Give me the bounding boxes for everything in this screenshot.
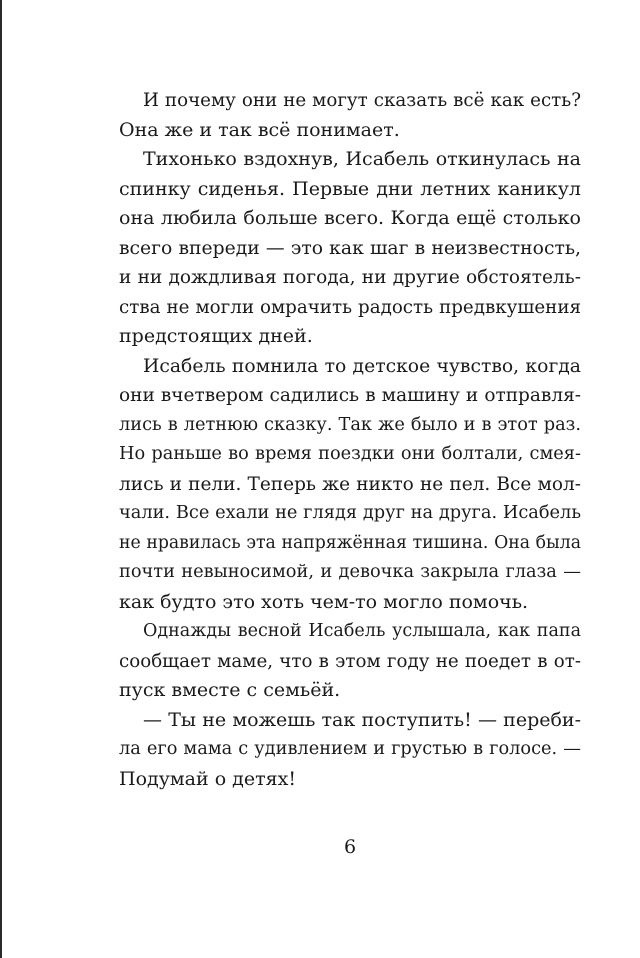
page-left-edge xyxy=(0,0,2,958)
text-line: сообщает маме, что в этом году не поедет в от- xyxy=(119,650,581,672)
text-line: она любила больше всего. Когда ещё столько xyxy=(119,207,581,229)
text-line: Исабель помнила то детское чувство, когда xyxy=(143,355,581,377)
paragraph-2 xyxy=(119,145,581,352)
text-line: И почему они не могут сказать всё как есть? xyxy=(143,90,581,111)
text-line: пуск вместе с семьёй. xyxy=(119,679,341,701)
text-line: всего впереди — это как шаг в неизвестность, xyxy=(119,237,581,259)
text-line: — Ты не можешь так поступить! — переби- xyxy=(143,708,581,731)
text-line: Она же и так всё понимает. xyxy=(119,118,400,141)
text-line: Тихонько вздохнув, Исабель откинулась на xyxy=(143,148,581,170)
text-line: Однажды весной Исабель услышала, как папа xyxy=(143,621,581,641)
paragraph-1 xyxy=(119,86,581,145)
text-line: Но раньше во время поездки они болтали, смея- xyxy=(119,444,581,464)
text-line: и ни дождливая погода, ни другие обстоятель- xyxy=(119,267,581,288)
text-line: предстоящих дней. xyxy=(119,325,313,347)
text-line: почти невыносимой, и девочка закрыла глаза — xyxy=(119,562,581,582)
text-line: они вчетвером садились в машину и отправля- xyxy=(119,385,581,406)
text-line: лись в летнюю сказку. Так же было и в этот раз. xyxy=(119,414,581,435)
page-body-text xyxy=(119,86,581,794)
paragraph-5 xyxy=(119,706,581,795)
page-number: 6 xyxy=(343,836,357,858)
text-line: спинку сиденья. Первые дни летних каникул xyxy=(119,177,581,200)
text-line: Подумай о детях! xyxy=(119,767,296,790)
paragraph-4 xyxy=(119,617,581,706)
text-line: лись и пели. Теперь же никто не пел. Все мол- xyxy=(119,473,581,495)
text-line: чали. Все ехали не глядя друг на друга. Исабель xyxy=(119,503,581,523)
paragraph-3 xyxy=(119,352,581,618)
text-line: не нравилась эта напряжённая тишина. Она была xyxy=(119,532,581,553)
text-line: ла его мама с удивлением и грустью в голосе. — xyxy=(119,739,581,759)
text-line: как будто это хоть чем-то могло помочь. xyxy=(119,590,529,613)
text-line: ства не могли омрачить радость предвкушения xyxy=(119,296,581,318)
